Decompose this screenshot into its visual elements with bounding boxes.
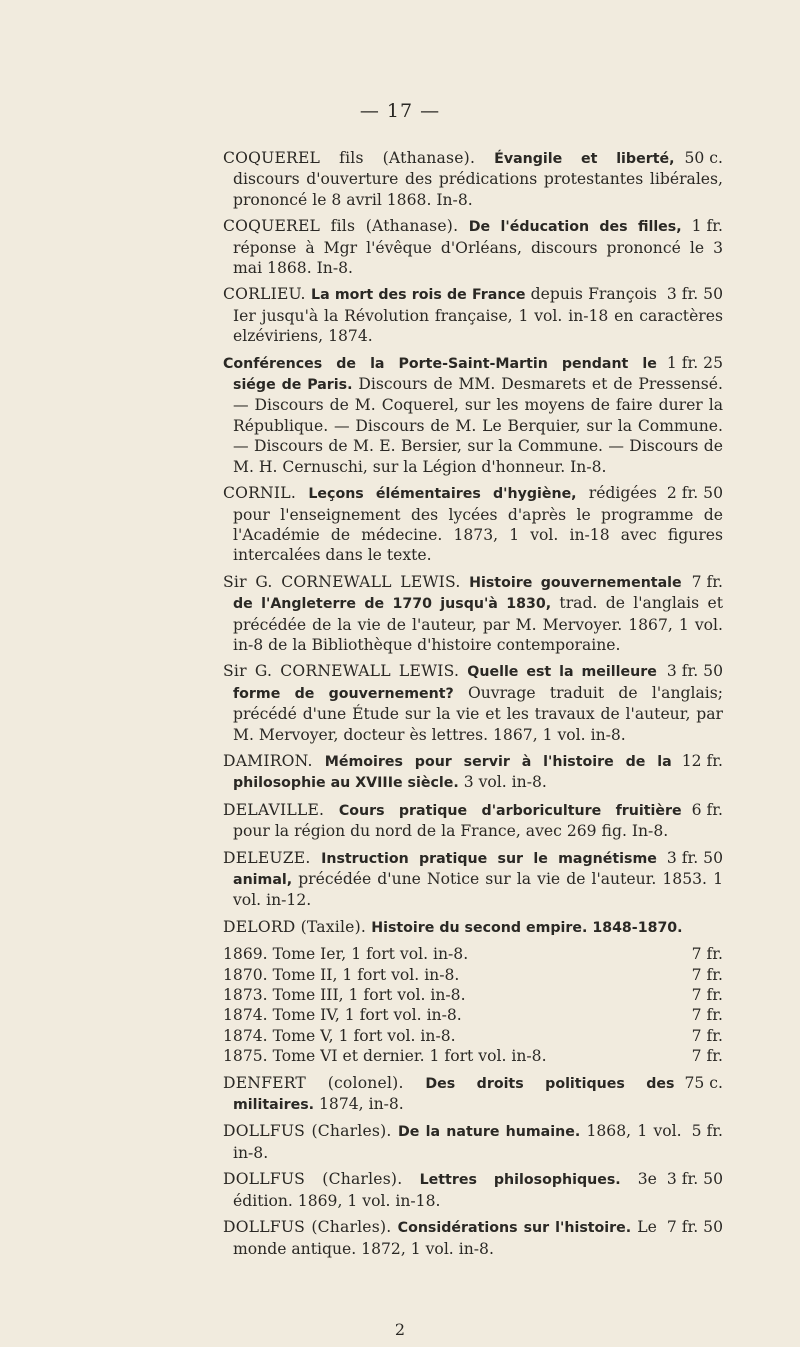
page-number: — 17 —: [359, 100, 441, 122]
tome-price: 7 fr.: [691, 945, 723, 964]
entry-title: La mort des rois de France: [311, 287, 531, 304]
entry-price: 3 fr. 50: [666, 285, 723, 304]
entry-price: 6 fr.: [691, 800, 723, 819]
entry-description: 1868, 1 vol. in-8.: [233, 1122, 682, 1162]
entry-description: précédée d'une Notice sur la vie de l'auteur. 1853. 1 vol. in-12.: [233, 870, 723, 910]
entry-description: Ouvrage traduit de l'anglais; précédé d'une Étude sur la vie et les travaux de l'auteur, par M. Mervoyer, docteur ès lettres. 1867, 1 vol. in-8.: [233, 683, 723, 744]
catalog-entry: [223, 284, 723, 346]
entry-title: Évangile et liberté,: [494, 151, 675, 167]
entry-price: 2 fr. 50: [666, 484, 723, 503]
entry-author: DELEUZE.: [223, 848, 322, 867]
tome-row: [223, 1026, 723, 1046]
entry-description: discours d'ouverture des prédications protestantes libérales, prononcé le 8 avril 1868. In-8.: [233, 170, 723, 209]
catalog-entry: [223, 148, 723, 210]
entry-title: Cours pratique d'arboriculture fruitière: [338, 802, 682, 819]
entry-title: Conférences de la Porte-Saint-Martin pendant le siége de Paris.: [223, 355, 657, 394]
catalog-entry: [223, 1073, 723, 1116]
catalog-entry: [223, 1169, 723, 1211]
entry-price: 50 c.: [684, 149, 723, 167]
entry-title: Leçons élémentaires d'hygiène,: [308, 486, 589, 503]
entry-title: Quelle est la meilleure forme de gouvernement?: [233, 664, 657, 702]
tome-row: [223, 1005, 723, 1025]
catalog-entry: [223, 917, 723, 938]
catalog-entry: [223, 483, 723, 566]
tome-text: 1875. Tome VI et dernier. 1 fort vol. in-8.: [223, 1047, 547, 1066]
entry-author: DOLLFUS (Charles).: [223, 1170, 420, 1189]
entry-author: CORLIEU.: [223, 285, 312, 304]
entry-description: Le monde antique. 1872, 1 vol. in-8.: [233, 1218, 657, 1258]
catalog-entry: [223, 800, 723, 842]
entry-title: Des droits politiques des militaires.: [233, 1075, 675, 1114]
tome-price: 7 fr.: [691, 1026, 723, 1045]
tome-row: [223, 1046, 723, 1066]
catalog-entry: [223, 572, 723, 656]
tome-text: 1873. Tome III, 1 fort vol. in-8.: [223, 986, 466, 1005]
entry-title: Histoire du second empire. 1848-1870.: [371, 919, 683, 936]
entry-description: 1874, in-8.: [318, 1095, 404, 1114]
catalog-entry: [223, 1217, 723, 1259]
signature-mark: 2: [394, 1320, 406, 1339]
entry-title: De la nature humaine.: [398, 1124, 587, 1141]
entry-price: 1 fr.: [691, 217, 723, 236]
entry-description: réponse à Mgr l'évêque d'Orléans, discours prononcé le 3 mai 1868. In-8.: [233, 238, 723, 278]
tome-list: [223, 944, 723, 1066]
entry-price: 7 fr.: [691, 572, 723, 591]
entry-author: CORNIL.: [223, 484, 309, 503]
tome-text: 1874. Tome IV, 1 fort vol. in-8.: [223, 1006, 462, 1025]
entry-author: Sir G. CORNEWALL LEWIS.: [223, 662, 468, 681]
tome-price: 7 fr.: [691, 1047, 723, 1066]
entry-author: DELORD (Taxile).: [223, 917, 372, 936]
entry-description: depuis François Ier jusqu'à la Révolution française, 1 vol. in-18 en caractères elzéviriens, 1874.: [233, 285, 723, 346]
entry-author: DAMIRON.: [223, 751, 325, 770]
entry-price: 12 fr.: [681, 751, 723, 770]
entry-price: 7 fr. 50: [666, 1218, 723, 1237]
catalog-entry: [223, 661, 723, 745]
entry-description: pour la région du nord de la France, avec 269 fig. In-8.: [233, 822, 669, 841]
tome-price: 7 fr.: [691, 986, 723, 1005]
catalog-entry: [223, 751, 723, 794]
entry-description: trad. de l'anglais et précédée de la vie de l'auteur, par M. Mervoyer. 1867, 1 vol. in-8 de la Bibliothèque d'histoire contemporaine.: [233, 594, 723, 654]
entry-price: 5 fr.: [691, 1122, 723, 1141]
tome-row: [223, 985, 723, 1005]
entry-description: 3 vol. in-8.: [463, 773, 547, 792]
tome-price: 7 fr.: [691, 965, 723, 984]
entry-author: COQUEREL fils (Athanase).: [223, 149, 495, 167]
entry-author: DELAVILLE.: [223, 800, 339, 819]
entry-price: 3 fr. 50: [666, 1170, 723, 1189]
tome-row: [223, 965, 723, 985]
entry-price: 1 fr. 25: [666, 353, 723, 372]
tome-row: [223, 944, 723, 964]
catalog-entry: [223, 216, 723, 278]
entry-price: 75 c.: [684, 1073, 723, 1092]
entry-author: DOLLFUS (Charles).: [223, 1122, 398, 1141]
entry-description: 3e édition. 1869, 1 vol. in-18.: [233, 1170, 657, 1210]
entry-author: COQUEREL fils (Athanase).: [223, 217, 469, 236]
entry-title: Histoire gouvernementale de l'Angleterre de 1770 jusqu'à 1830,: [233, 574, 682, 613]
entry-title: Considérations sur l'histoire.: [397, 1220, 638, 1237]
tome-text: 1869. Tome Ier, 1 fort vol. in-8.: [223, 945, 469, 964]
catalog-entry: [223, 848, 723, 911]
entry-author: DENFERT (colonel).: [223, 1073, 426, 1092]
entry-title: Mémoires pour servir à l'histoire de la philosophie au XVIIIe siècle.: [233, 753, 672, 792]
entry-price: 3 fr. 50: [666, 662, 723, 681]
catalog-entries: [223, 148, 723, 1265]
entry-title: De l'éducation des filles,: [468, 219, 682, 236]
entry-title: Lettres philosophiques.: [419, 1172, 638, 1189]
catalog-entry: [223, 1121, 723, 1163]
entry-description: Discours de MM. Desmarets et de Pressensé. — Discours de M. Coquerel, sur les moyens de faire durer la République. — Discours de M. Le Berquier, sur la Commune. — Discours de M. E. Bersier, sur la Commune. — Discours de M. H. Cernuschi, sur la Légion d'honneur. In-8.: [233, 375, 723, 476]
entry-title: Instruction pratique sur le magnétisme animal,: [233, 850, 657, 888]
entry-price: 3 fr. 50: [666, 848, 723, 867]
tome-text: 1870. Tome II, 1 fort vol. in-8.: [223, 965, 460, 984]
entry-author: Sir G. CORNEWALL LEWIS.: [223, 572, 470, 591]
catalog-entry: [223, 353, 723, 477]
entry-author: DOLLFUS (Charles).: [223, 1218, 398, 1237]
entry-description: rédigées pour l'enseignement des lycées d'après le programme de l'Académie de médecine. 1873, 1 vol. in-18 avec figures intercalées dans le texte.: [233, 484, 723, 565]
tome-price: 7 fr.: [691, 1006, 723, 1025]
tome-text: 1874. Tome V, 1 fort vol. in-8.: [223, 1026, 456, 1045]
